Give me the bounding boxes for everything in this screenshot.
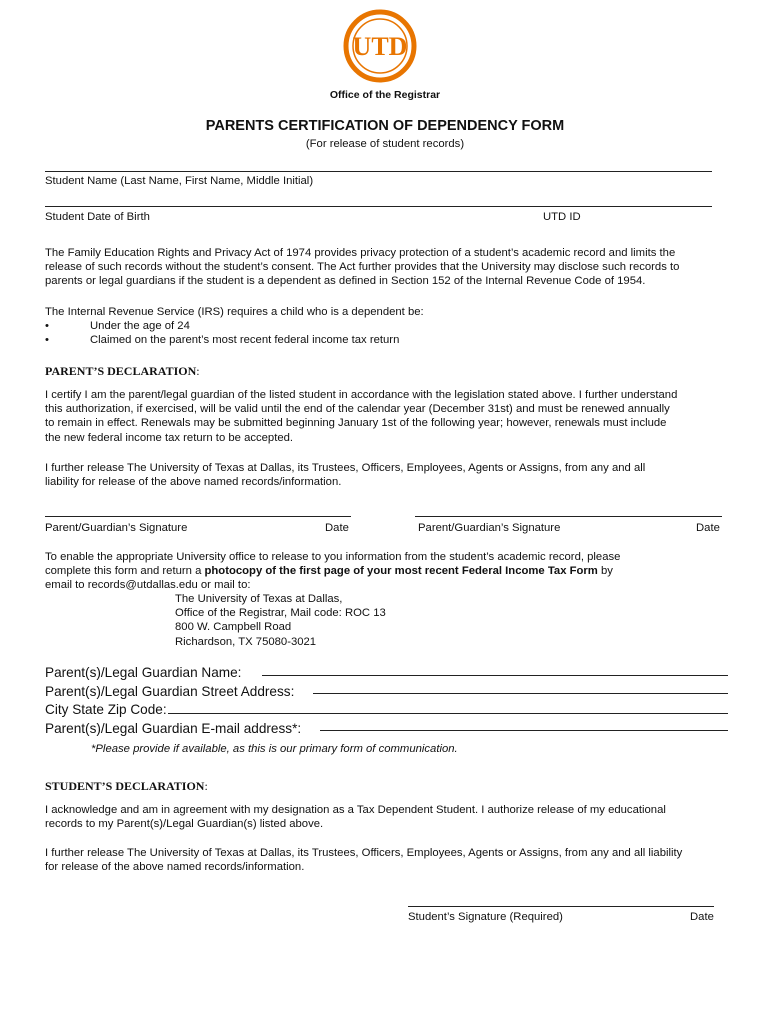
guardian-city-line[interactable] <box>168 713 728 714</box>
parent-date-label-2: Date <box>696 522 720 534</box>
form-subtitle: (For release of student records) <box>305 138 465 150</box>
office-name: Office of the Registrar <box>329 89 441 101</box>
parent-signature-label-1: Parent/Guardian’s Signature <box>45 522 188 534</box>
guardian-street-label: Parent(s)/Legal Guardian Street Address: <box>45 684 295 699</box>
student-signature-label: Student’s Signature (Required) <box>408 911 563 923</box>
guardian-name-line[interactable] <box>262 675 728 676</box>
guardian-name-label: Parent(s)/Legal Guardian Name: <box>45 665 242 680</box>
guardian-city-label: City State Zip Code: <box>45 702 167 717</box>
student-name-line[interactable] <box>45 171 712 172</box>
student-signature-line[interactable] <box>408 906 714 907</box>
utd-logo <box>342 8 418 84</box>
parent-signature-line-2[interactable] <box>415 516 722 517</box>
bullet-icon: • <box>45 334 49 347</box>
parent-declaration-heading: PARENT’S DECLARATION: <box>45 364 200 378</box>
guardian-email-label: Parent(s)/Legal Guardian E-mail address*: <box>45 721 302 736</box>
utd-id-label: UTD ID <box>543 211 581 223</box>
release-instructions: To enable the appropriate University office to release to you information from the student’s academic record, please complete this form and return a photocopy of the first page of your most recent Federal Income Tax Form by email to records@utdallas.edu or mail to: <box>45 551 621 592</box>
student-date-label: Date <box>690 911 714 923</box>
student-declaration-heading: STUDENT’S DECLARATION: <box>45 779 208 793</box>
parent-certify-paragraph: I certify I am the parent/legal guardian of the listed student in accordance with the legislation stated above. I further understand this authorization, if exercised, will be valid until the end of the calendar year (December 31st) and must be renewed annually to remain in effect. Renewals may be submitted beginning January 1st of the following year; however, renewals must include the new federal income tax return to be accepted. <box>45 389 678 444</box>
form-title: PARENTS CERTIFICATION OF DEPENDENCY FORM <box>205 118 565 134</box>
student-name-label: Student Name (Last Name, First Name, Middle Initial) <box>45 175 314 187</box>
bullet-item: • Under the age of 24 <box>45 320 190 333</box>
student-release-paragraph: I further release The University of Texas at Dallas, its Trustees, Officers, Employees, Agents or Assigns, from any and all liability for release of the above named records/information. <box>45 847 683 874</box>
guardian-email-line[interactable] <box>320 730 728 731</box>
email-note: *Please provide if available, as this is our primary form of communication. <box>91 743 458 755</box>
parent-signature-label-2: Parent/Guardian’s Signature <box>418 522 561 534</box>
irs-paragraph: The Internal Revenue Service (IRS) requires a child who is a dependent be: • Under the age of 24 • Claimed on the parent’s most recent federal income tax return <box>45 305 725 348</box>
parent-signature-line-1[interactable] <box>45 516 351 517</box>
bullet-icon: • <box>45 320 49 333</box>
mailing-address: The University of Texas at Dallas, Office of the Registrar, Mail code: ROC 13 800 W. Campbell Road Richardson, TX 75080-3021 <box>175 593 386 648</box>
student-dob-line[interactable] <box>45 206 712 207</box>
student-dob-label: Student Date of Birth <box>45 211 150 223</box>
guardian-street-line[interactable] <box>313 693 728 694</box>
parent-release-paragraph: I further release The University of Texas at Dallas, its Trustees, Officers, Employees, Agents or Assigns, from any and all liability for release of the above named records/information. <box>45 462 646 489</box>
ferpa-paragraph: The Family Education Rights and Privacy Act of 1974 provides privacy protection of a student’s academic record and limits the release of such records without the student’s consent. The Act further provides that the University may disclose such records to parents or legal guardians if the student is a dependent as defined in Section 152 of the Internal Revenue Code of 1954. <box>45 247 680 288</box>
bullet-item: • Claimed on the parent’s most recent federal income tax return <box>45 334 400 347</box>
logo-lettering: UTD <box>352 32 408 61</box>
student-ack-paragraph: I acknowledge and am in agreement with my designation as a Tax Dependent Student. I authorize release of my educational records to my Parent(s)/Legal Guardian(s) listed above. <box>45 804 666 831</box>
parent-date-label-1: Date <box>325 522 349 534</box>
